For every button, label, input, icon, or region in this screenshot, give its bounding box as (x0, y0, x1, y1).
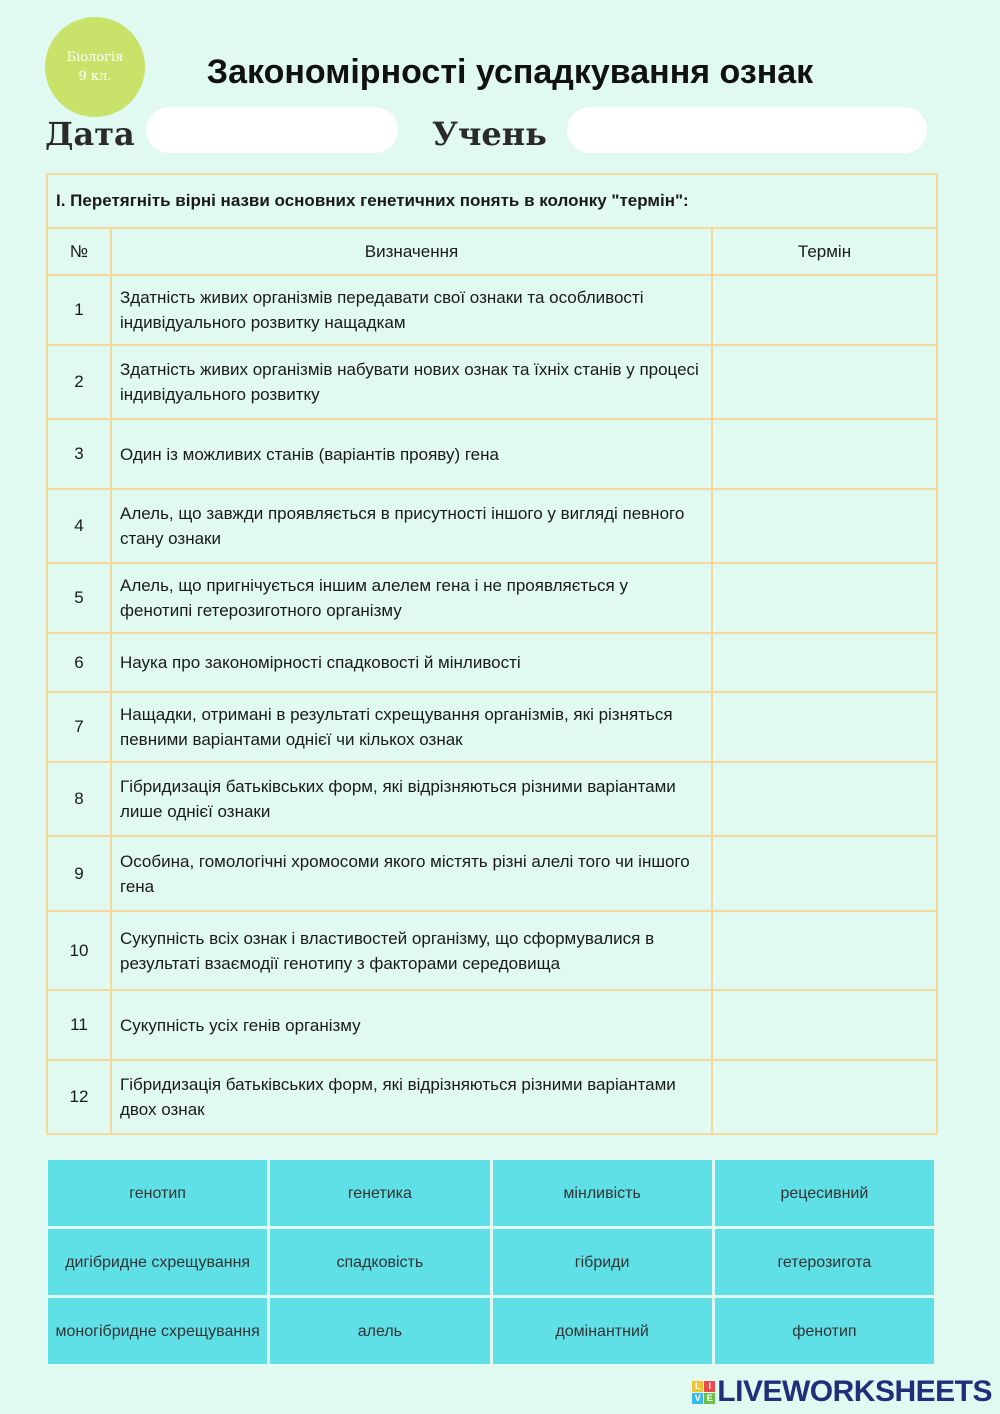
row-definition: Особина, гомологічні хромосоми якого містять різні алелі того чи іншого гена (111, 836, 712, 911)
subject-badge: Біологія 9 кл. (45, 17, 145, 117)
liveworksheets-logo (692, 1376, 992, 1408)
row-number: 10 (47, 911, 111, 990)
row-definition: Здатність живих організмів передавати свої ознаки та особливості індивідуального розвитку нащадкам (111, 275, 712, 345)
table-row (47, 911, 937, 990)
term-tile[interactable]: дигібридне схрещування (47, 1228, 269, 1297)
column-header-term: Термін (712, 228, 937, 275)
row-definition: Нащадки, отримані в результаті схрещування організмів, які різняться певними варіантами однієї чи кількох ознак (111, 692, 712, 762)
row-number: 12 (47, 1060, 111, 1134)
table-row (47, 275, 937, 345)
table-row (47, 489, 937, 563)
table-row (47, 762, 937, 836)
logo-letter: V (692, 1393, 703, 1404)
table-row (47, 633, 937, 692)
table-row (47, 692, 937, 762)
row-number: 6 (47, 633, 111, 692)
logo-letter: I (704, 1381, 715, 1392)
row-number: 1 (47, 275, 111, 345)
row-number: 5 (47, 563, 111, 633)
term-drop-zone[interactable] (712, 911, 937, 990)
term-drop-zone[interactable] (712, 275, 937, 345)
row-definition: Гібридизація батьківських форм, які відрізняються різними варіантами двох ознак (111, 1060, 712, 1134)
date-field[interactable] (146, 107, 398, 153)
row-definition: Один із можливих станів (варіантів прояву) гена (111, 419, 712, 489)
table-row (47, 563, 937, 633)
row-definition: Наука про закономірності спадковості й мінливості (111, 633, 712, 692)
row-number: 7 (47, 692, 111, 762)
term-tile[interactable]: алель (269, 1297, 491, 1366)
row-number: 3 (47, 419, 111, 489)
term-drop-zone[interactable] (712, 489, 937, 563)
definitions-table (46, 173, 938, 1135)
date-label: Дата (45, 115, 135, 153)
term-tile[interactable]: гібриди (491, 1228, 713, 1297)
table-row (47, 1060, 937, 1134)
term-tile[interactable]: моногібридне схрещування (47, 1297, 269, 1366)
term-drop-zone[interactable] (712, 990, 937, 1060)
logo-letter: E (704, 1393, 715, 1404)
term-drop-zone[interactable] (712, 419, 937, 489)
row-number: 8 (47, 762, 111, 836)
term-tile[interactable]: спадковість (269, 1228, 491, 1297)
term-tile[interactable]: гетерозигота (713, 1228, 935, 1297)
row-definition: Здатність живих організмів набувати нових ознак та їхніх станів у процесі індивідуального розвитку (111, 345, 712, 419)
term-tile[interactable]: рецесивний (713, 1159, 935, 1228)
term-drop-zone[interactable] (712, 692, 937, 762)
page-title: Закономірності успадкування ознак (206, 53, 814, 91)
term-drop-zone[interactable] (712, 836, 937, 911)
student-name-field[interactable] (567, 107, 927, 153)
row-definition: Алель, що завжди проявляється в присутності іншого у вигляді певного стану ознаки (111, 489, 712, 563)
logo-letter: L (692, 1381, 703, 1392)
term-tile[interactable]: домінантний (491, 1297, 713, 1366)
term-drop-zone[interactable] (712, 1060, 937, 1134)
table-row (47, 836, 937, 911)
term-tile[interactable]: генотип (47, 1159, 269, 1228)
row-number: 11 (47, 990, 111, 1060)
task-instruction: І. Перетягніть вірні назви основних генетичних понять в колонку "термін": (47, 174, 937, 228)
row-definition: Сукупність всіх ознак і властивостей організму, що сформувалися в результаті взаємодії генотипу з факторами середовища (111, 911, 712, 990)
term-drop-zone[interactable] (712, 762, 937, 836)
row-number: 4 (47, 489, 111, 563)
row-definition: Сукупність усіх генів організму (111, 990, 712, 1060)
column-header-definition: Визначення (111, 228, 712, 275)
term-tile[interactable]: мінливість (491, 1159, 713, 1228)
logo-icon (692, 1381, 715, 1404)
row-number: 9 (47, 836, 111, 911)
table-row (47, 345, 937, 419)
row-number: 2 (47, 345, 111, 419)
brand-name: LIVEWORKSHEETS (717, 1375, 992, 1408)
term-drop-zone[interactable] (712, 633, 937, 692)
row-definition: Алель, що пригнічується іншим алелем гена і не проявляється у фенотипі гетерозиготного організму (111, 563, 712, 633)
table-row (47, 419, 937, 489)
term-drop-zone[interactable] (712, 345, 937, 419)
term-tile[interactable]: генетика (269, 1159, 491, 1228)
table-row (47, 990, 937, 1060)
student-label: Учень (432, 115, 547, 153)
row-definition: Гібридизація батьківських форм, які відрізняються різними варіантами лише однієї ознаки (111, 762, 712, 836)
column-header-number: № (47, 228, 111, 275)
word-bank (45, 1157, 937, 1367)
term-drop-zone[interactable] (712, 563, 937, 633)
term-tile[interactable]: фенотип (713, 1297, 935, 1366)
